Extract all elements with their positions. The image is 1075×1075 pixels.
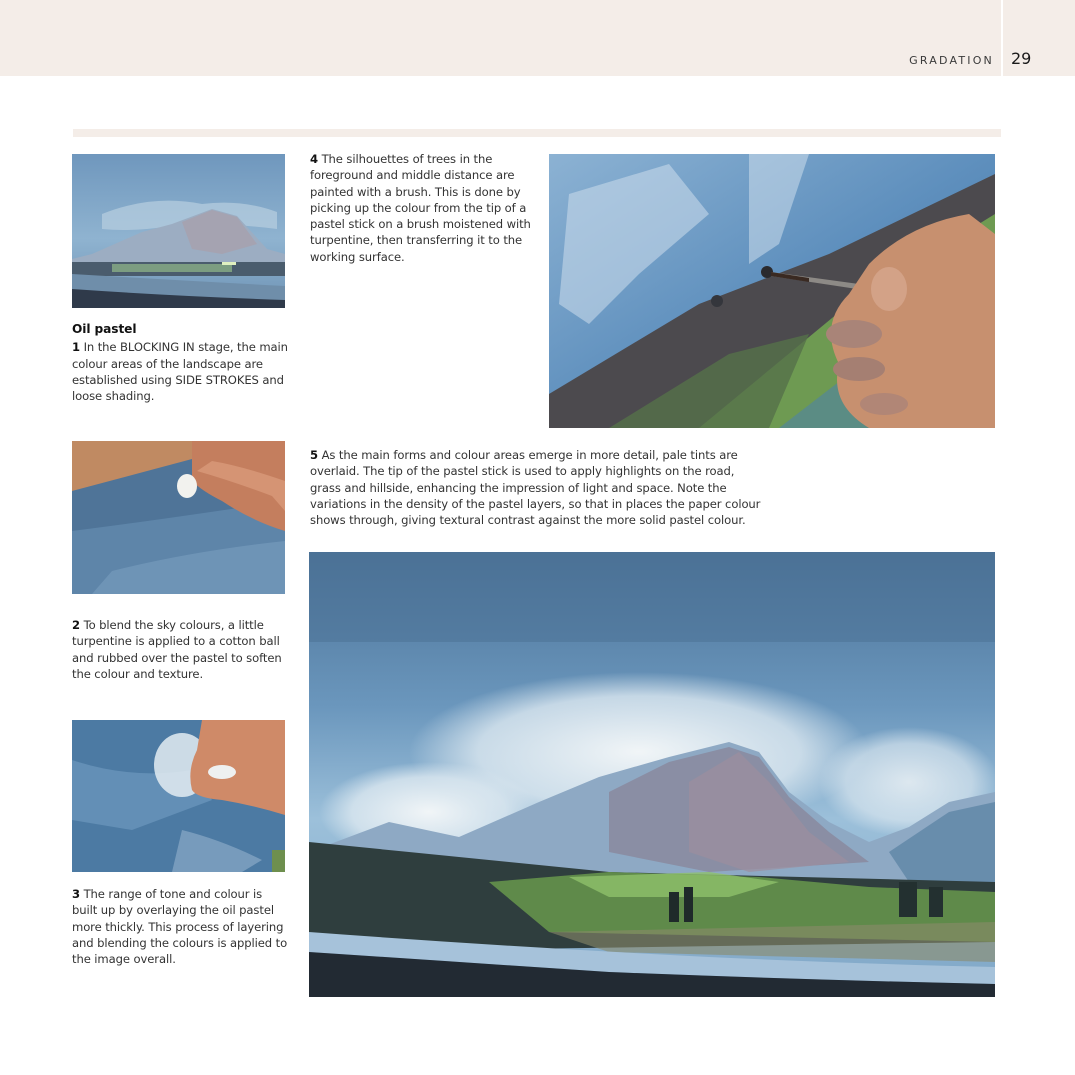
caption-step-1	[72, 321, 290, 404]
step-number: 1	[72, 340, 80, 355]
landscape-sketch-icon	[72, 154, 285, 308]
top-rule	[73, 129, 1001, 137]
step-text: In the BLOCKING IN stage, the main colour areas of the landscape are established using SIDE STROKES and loose shading.	[72, 340, 288, 404]
finished-landscape-icon	[309, 552, 995, 997]
running-head: GRADATION	[909, 54, 994, 67]
section-subhead: Oil pastel	[72, 322, 137, 336]
hand-applying-pastel-icon	[72, 720, 285, 872]
caption-step-2	[72, 617, 290, 682]
caption-step-3	[72, 886, 290, 967]
step-text: The range of tone and colour is built up by overlaying the oil pastel more thickly. This process of layering and blending the colours is applied to the image overall.	[72, 887, 288, 967]
figure-step-3	[72, 720, 285, 872]
step-number: 3	[72, 887, 80, 901]
step-number: 4	[310, 152, 318, 166]
figure-step-2	[72, 441, 285, 594]
caption-step-4	[310, 151, 532, 265]
page-number: 29	[1011, 49, 1032, 68]
caption-step-5	[310, 447, 768, 528]
step-text: As the main forms and colour areas emerge in more detail, pale tints are overlaid. The tip of the pastel stick is used to apply highlights on the road, grass and hillside, enhancing the impression of light and space. Note the variations in the density of the pastel layers, so that in places the paper colour shows through, giving textural contrast against the more solid pastel colour.	[310, 448, 761, 528]
figure-step-5	[309, 552, 995, 997]
step-number: 5	[310, 448, 318, 462]
step-number: 2	[72, 618, 80, 632]
step-text: To blend the sky colours, a little turpentine is applied to a cotton ball and rubbed over the pastel to soften the colour and texture.	[72, 618, 282, 681]
figure-step-1	[72, 154, 285, 308]
header-divider	[1001, 0, 1003, 76]
figure-step-4	[549, 154, 995, 428]
step-text: The silhouettes of trees in the foreground and middle distance are painted with a brush. This is done by picking up the colour from the tip of a pastel stick on a brush moistened with turpentine, then transferring it to the working surface.	[310, 152, 531, 264]
hand-painting-brush-icon	[549, 154, 995, 428]
hand-blending-icon	[72, 441, 285, 594]
